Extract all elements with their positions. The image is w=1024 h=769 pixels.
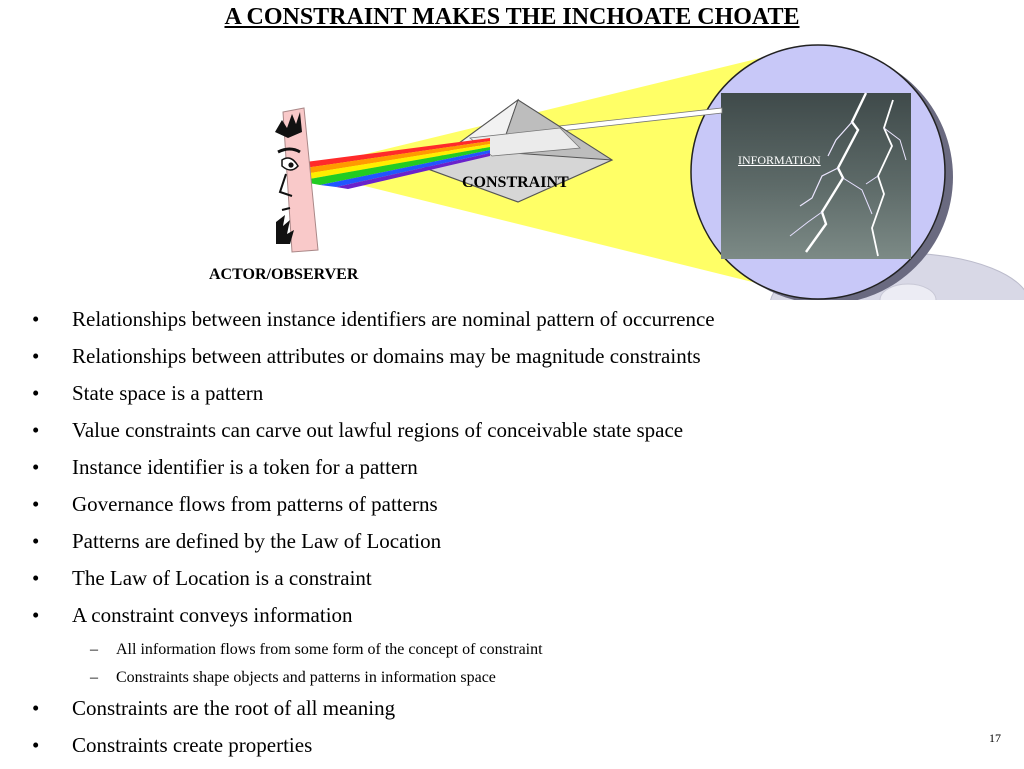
bullet-item: • The Law of Location is a constraint	[32, 565, 992, 602]
constraint-diagram	[0, 0, 1024, 300]
lightning-image	[721, 93, 911, 259]
information-label: INFORMATION	[738, 153, 821, 167]
page-number: 17	[989, 731, 1001, 745]
slide-title: A CONSTRAINT MAKES THE INCHOATE CHOATE	[224, 4, 800, 30]
bullet-item: • Relationships between attributes or domains may be magnitude constraints	[32, 343, 992, 380]
actor-observer-label: ACTOR/OBSERVER	[209, 266, 359, 283]
sub-bullet-item: – All information flows from some form of the concept of constraint	[32, 639, 992, 667]
sub-bullet-item: – Constraints shape objects and patterns in information space	[32, 667, 992, 695]
bullet-item: • Constraints are the root of all meaning	[32, 695, 992, 732]
bullet-item: • Value constraints can carve out lawful regions of conceivable state space	[32, 417, 992, 454]
face-icon	[275, 108, 318, 252]
bullet-item: • Instance identifier is a token for a pattern	[32, 454, 992, 491]
bullet-item: • Governance flows from patterns of patterns	[32, 491, 992, 528]
bullet-item: • Patterns are defined by the Law of Location	[32, 528, 992, 565]
constraint-label: CONSTRAINT	[462, 174, 569, 191]
bullet-item: • A constraint conveys information	[32, 602, 992, 639]
bullet-list	[32, 306, 992, 769]
bullet-item: • State space is a pattern	[32, 380, 992, 417]
bullet-item: • Relationships between instance identifiers are nominal pattern of occurrence	[32, 306, 992, 343]
bullet-item: • Constraints create properties	[32, 732, 992, 769]
